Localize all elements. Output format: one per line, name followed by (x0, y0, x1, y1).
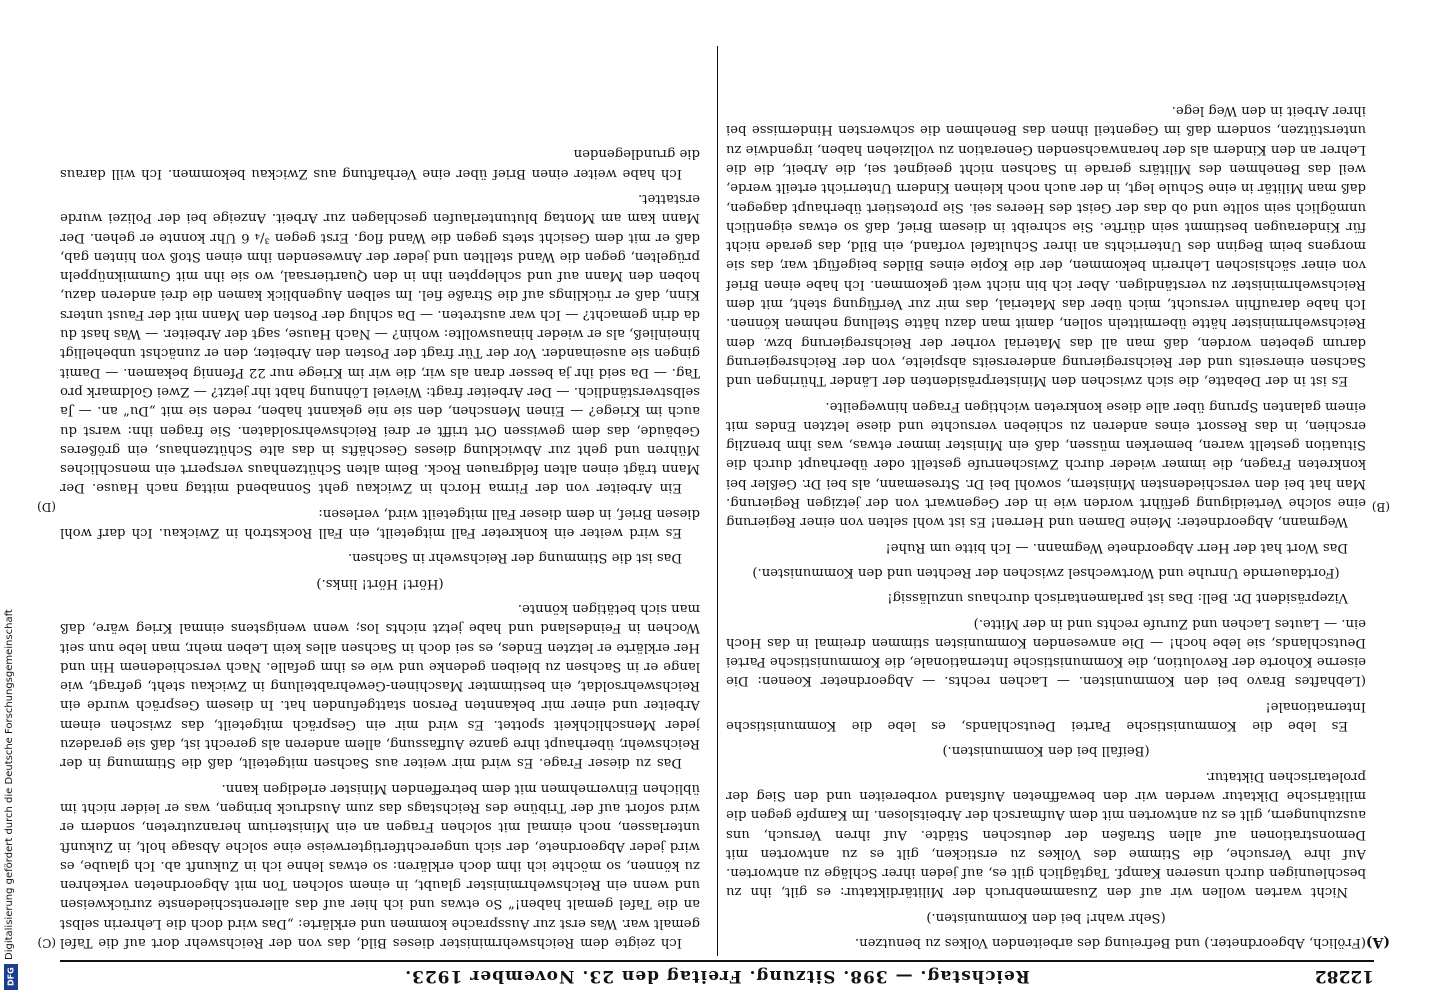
column-marker-c: (C) (37, 936, 56, 950)
stage-direction: (Beifall bei den Kommunisten.) (942, 743, 1150, 759)
stage-direction: (Fortdauernde Unruhe und Wortwechsel zwischen der Rechten und den Kommunisten.) (752, 564, 1340, 580)
stage-direction: (Hört! Hört! links.) (316, 575, 444, 591)
right-text-column (60, 47, 700, 952)
paragraph: Das Wort hat der Herr Abgeordnete Wegmann. — Ich bitte um Ruhe! (885, 539, 1348, 555)
left-text-column (726, 47, 1366, 952)
paragraph: Wegmann, Abgeordneter: Meine Damen und Herren! Es ist wohl selten von einer Regierung eine solche Verteidigung geführt worden wie in der Gegenwart von der jetzigen Regierung. Man hat bei den verschiedensten Ministern, sowohl bei Dr. Stresemann, als bei Dr. Geßler bei konkreten Fragen, die immer wieder durch Zwischenrufe gestellt oder überhaupt durch die Situation gestellt waren, bemerken müssen, daß ein Minister immer etwas, was ihm brenzlig erschien, in das Ressort eines anderen zu schieben versuchte und diese letzten Endes mit einem galanten Sprung über alle diese konkreten wichtigen Fragen hinwegeilte. (726, 398, 1366, 530)
paragraph: Ich zeigte dem Reichswehrminister dieses Bild, das von der Reichswehr dort auf die Tafel gemalt war. Was erst zur Aussprache kommen und erklärte: „Das wird doch die Lehrerin selbst an die Tafel gemalt haben!“ So etwas und ich hier auf das allerentschiedenste zurückweisen und wenn ein Reichswehrminister glaubt, in einem solchen Ton mit Abgeordneten verkehren zu können, so möchte ich ihm doch erklären: so etwas lehne ich in Zukunft ab. Ich glaube, es wird jeder Abgeordnete, der sich ungerechtfertigterweise eine solche Absage holt, in Zukunft unterlassen, noch einmal mit solchen Fragen an ein Ministerium heranzutreten, sondern er wird sofort auf der Tribüne des Reichstags das zum Ausdruck bringen, was er leider nicht im üblichen Einvernehmen mit dem betreffenden Minister erledigen kann. (60, 780, 700, 950)
column-marker-b: (B) (1371, 500, 1390, 514)
column-divider (717, 46, 718, 956)
paragraph: Das ist die Stimmung der Reichswehr in Sachsen. (347, 550, 682, 566)
column-marker-d: (D) (37, 500, 56, 514)
dfg-logo: DFG (4, 964, 18, 990)
page-number: 12282 (1314, 966, 1374, 986)
paragraph: Es lebe die Kommunistische Partei Deutschlands, es lebe die Kommunistische Internationale! (726, 698, 1366, 734)
digitization-credit: Digitalisierung gefördert durch die Deutsche Forschungsgemeinschaft (4, 609, 15, 960)
paragraph: Das zu dieser Frage. Es wird mir weiter aus Sachsen mitgeteilt, daß die Stimmung in der Reichswehr, überhaupt ihre ganze Auffassung, allem anderen als gerecht ist, daß sie geradezu jeder Menschlichkeit spottet. Es wird mir ein Gespräch mitgeteilt, das zwischen einem Arbeiter und einer mir bekannten Person stattgefunden hat. In diesem Gespräch wurde ein Reichswehrsoldat, ein bestimmter Maschinen-Gewehrabteilung in Zwickau steht, gefragt, wie lange er in Sachsen zu bleiben gedenke und wie es ihm gefalle. Nach verschiedenem Hin und Her erklärte er letzten Endes, es sei doch in Sachsen alles kein Leben mehr, man lebe nun seit Wochen in Feindesland und habe jetzt nichts los; wenn wenigstens einmal Krieg wäre, daß man sich betätigen könnte. (60, 600, 700, 771)
paragraph: Es ist in der Debatte, die sich zwischen den Ministerpräsidenten der Länder Thüringen und Sachsen einerseits und der Reichsregierung andererseits abspielte, von der Reichsregierung darum gebeten worden, daß man all das Material vorher der Reichsregierung bzw. dem Reichswehrminister hätte übermitteln sollen, damit man dazu hätte Stellung nehmen können. Ich habe daraufhin versucht, mich über das Material, das mir zur Verfügung steht, mit dem Reichswehrminister zu verständigen. Aber ich bin nicht weit gekommen. Ich habe einen Brief von einer sächsischen Lehrerin bekommen, der die Kopie eines Bildes beigefügt war, das sie morgens beim Beginn des Unterrichts an ihrer Schultafel vorfand, ein Bild, das gerade nicht für Kinderaugen bestimmt sein dürfte. Sie schreibt in diesem Brief, daß so etwas eigentlich unmöglich sein sollte und ob das der Geist des Heeres sei. Sie protestiert überhaupt dagegen, daß man Militär in eine Schule legt, in der auch noch kleinen Kindern Unterricht erteilt werde, weil das Benehmen des Militärs gerade in Sachsen nicht geeignet sei, die Arbeit, die die Lehrer an den Kindern als der heranwachsenden Generation zu vollziehen haben, irgendwie zu unterstützen, sondern daß im Gegenteil ihnen das Benehmen die schwersten Hindernisse bei ihrer Arbeit in den Weg lege. (726, 103, 1366, 389)
paragraph: Nicht warten wollen wir auf den Zusammenbruch der Militärdiktatur: es gilt, ihn zu beschleunigen durch unseren Kampf. Tagtäglich gilt es, auf jeden ihrer Schläge zu antworten. Auf ihre Versuche, die Stimme des Volkes zu ersticken, gilt es zu antworten mit Demonstrationen auf allen Straßen der deutschen Städte. Auf ihren Versuch, uns auszuhungern, gilt es zu antworten mit dem Aufmarsch der Arbeitslosen. Im Kampfe gegen die militärische Diktatur werden wir den bewaffneten Aufstand vorbereiten und den Sieg der proletarischen Diktatur. (726, 768, 1366, 900)
paragraph: Ich habe weiter einen Brief über eine Verhaftung aus Zwickau bekommen. Ich will daraus die grundlegenden (60, 146, 700, 181)
paragraph: Ein Arbeiter von der Firma Horch in Zwickau geht Sonnabend mittag nach Hause. Der Mann trägt einen alten feldgrauen Rock. Beim alten Schützenhaus versperrt ein menschliches Mühren und geht zur Abwicklung dieses Geschäfts in das alte Schützenhaus, ein größeres Gebäude, das dem gewissen Ort trifft er drei Reichswehrsoldaten. Sie fragen ihn: warst du auch im Kriege? — Einen Menschen, den sie nie gekannt haben, reden sie mit „Du“ an. — Ja selbstverständlich. — Der Arbeiter fragt: Wieviel Löhnung habt ihr jetzt? — Zwei Goldmark pro Tag. — Da seid ihr ja besser dran als wir, die wir im Kriege nur 22 Pfennig bekamen. — Damit gingen sie auseinander. Vor der Tür fragt der Posten den Arbeiter, den er zunächst unbehelligt hineinließ, als er wieder hinauswollte: wohin? — Nach Hause, sagt der Arbeiter. — Was hast du da drin gemacht? — Ich war austreten. — Da schlug der Posten den Mann mit der Faust unters Kinn, daß er rücklings auf die Straße fiel. Im selben Augenblick kamen die drei anderen dazu, hoben den Mann auf und schleppten ihn in den Quartiersaal, wo sie ihn mit Gummiknüppeln prügelten, gegen die Wand stellten und jeder der Anwesenden ihm einen Stoß von hinten gab, daß er mit dem Gesicht stets gegen die Wand flog. Erst gegen ³/₄ 6 Uhr konnte er gehen. Der Mann kam am Montag blutunterlaufen geschlagen zur Arbeit. Anzeige bei der Polizei wurde erstattet. (60, 191, 700, 496)
page-header-title: Reichstag. — 398. Sitzung. Freitag den 23. November 1923. (404, 966, 1030, 986)
stage-direction: (Sehr wahr! bei den Kommunisten.) (926, 909, 1166, 925)
paragraph: Es wird weiter ein konkreter Fall mitgeteilt, ein Fall Rockstroh in Zwickau. Ich darf wohl diesen Brief, in dem dieser Fall mitgeteilt wird, verlesen: (60, 505, 700, 541)
paragraph: (Lebhaftes Bravo bei den Kommunisten. — Lachen rechts. — Abgeordneter Koenen: Die eiserne Kohorte der Revolution, die Kommunistische Internationale, die Kommunistische Partei Deutschlands, sie lebe hoch! — Die anwesenden Kommunisten stimmen dreimal in das Hoch ein. — Lautes Lachen und Zurufe rechts und in der Mitte.) (726, 615, 1366, 689)
column-marker-a: (A) (1365, 934, 1390, 950)
paragraph: (Frölich, Abgeordneter.) und Befreiung des arbeitenden Volkes zu benutzen. (854, 935, 1366, 950)
page-header (60, 960, 1374, 988)
paragraph: Vizepräsident Dr. Bell: Das ist parlamentarisch durchaus unzulässig! (887, 590, 1348, 606)
